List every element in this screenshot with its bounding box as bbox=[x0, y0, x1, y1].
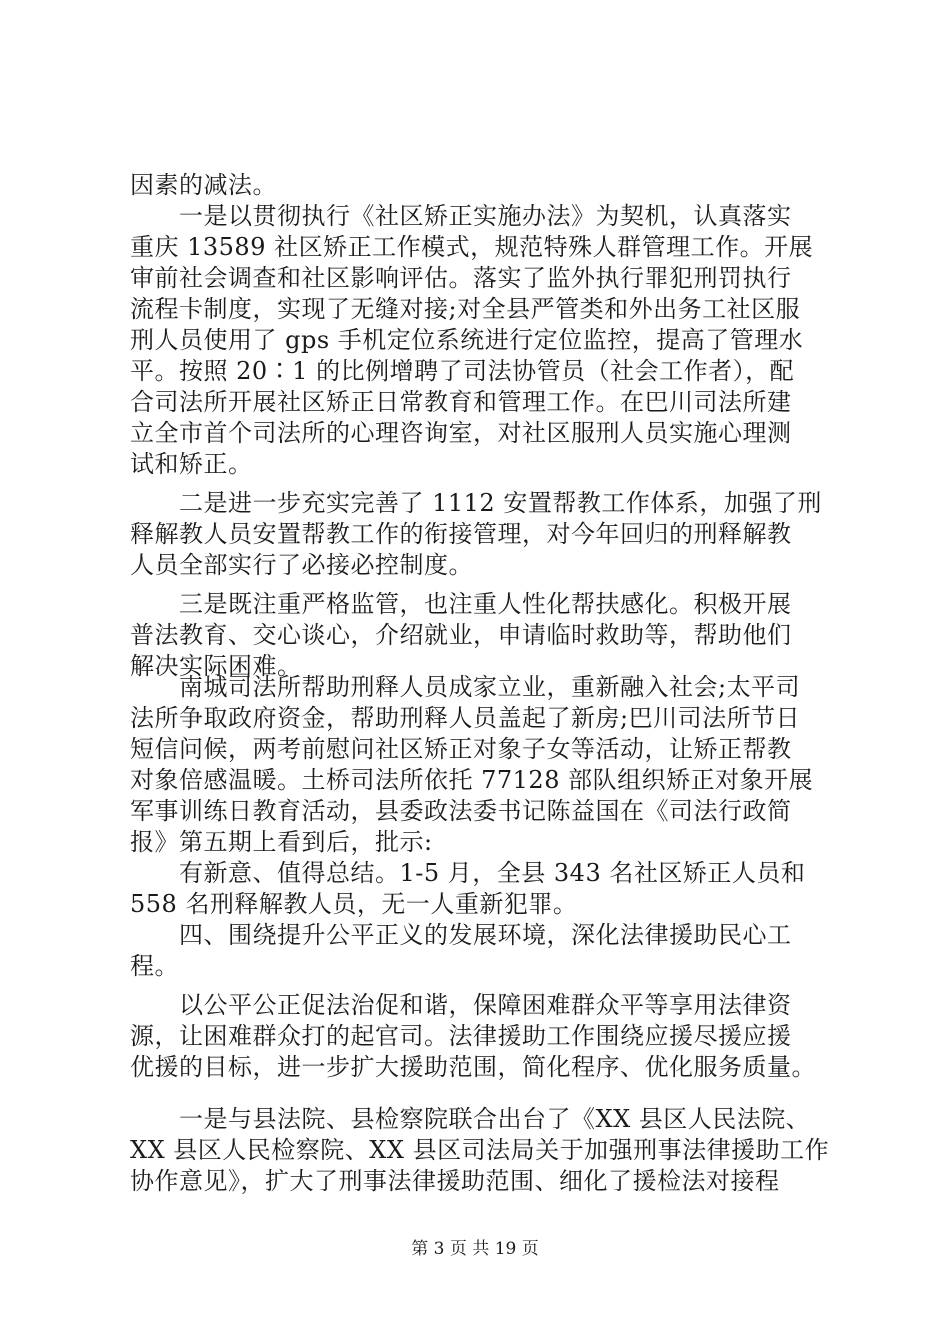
text-line: 重庆 13589 社区矫正工作模式，规范特殊人群管理工作。开展 bbox=[130, 233, 814, 261]
text-line: 协作意见》，扩大了刑事法律援助范围、细化了援检法对接程 bbox=[130, 1167, 780, 1195]
text-line: 南城司法所帮助刑释人员成家立业，重新融入社会;太平司 bbox=[130, 673, 801, 701]
text-line: 合司法所开展社区矫正日常教育和管理工作。在巴川司法所建 bbox=[130, 388, 792, 416]
text-line: 优援的目标，进一步扩大援助范围，简化程序、优化服务质量。 bbox=[130, 1053, 816, 1081]
text-line: 一是以贯彻执行《社区矫正实施办法》为契机，认真落实 bbox=[130, 202, 792, 230]
text-line: 短信问候，两考前慰问社区矫正对象子女等活动，让矫正帮教 bbox=[130, 735, 792, 763]
text-line: 审前社会调查和社区影响评估。落实了监外执行罪犯刑罚执行 bbox=[130, 264, 792, 292]
text-line: 法所争取政府资金，帮助刑释人员盖起了新房;巴川司法所节日 bbox=[130, 704, 801, 732]
text-line: 有新意、值得总结。1-5 月，全县 343 名社区矫正人员和 bbox=[130, 859, 806, 887]
text-line: 报》第五期上看到后，批示: bbox=[130, 828, 433, 856]
text-line: 试和矫正。 bbox=[130, 450, 253, 478]
text-line: 对象倍感温暖。土桥司法所依托 77128 部队组织矫正对象开展 bbox=[130, 766, 814, 794]
text-line: 四、围绕提升公平正义的发展环境，深化法律援助民心工 bbox=[130, 921, 792, 949]
text-line: 三是既注重严格监管，也注重人性化帮扶感化。积极开展 bbox=[130, 590, 792, 618]
page-footer: 第 3 页 共 19 页 bbox=[411, 1239, 539, 1259]
text-line: 平。按照 20∶1 的比例增聘了司法协管员（社会工作者），配 bbox=[130, 357, 795, 385]
text-line: 普法教育、交心谈心，介绍就业，申请临时救助等，帮助他们 bbox=[130, 621, 792, 649]
text-line: 558 名刑释解教人员，无一人重新犯罪。 bbox=[130, 890, 578, 918]
text-line: 流程卡制度，实现了无缝对接;对全县严管类和外出务工社区服 bbox=[130, 295, 801, 323]
text-line: 刑人员使用了 gps 手机定位系统进行定位监控，提高了管理水 bbox=[130, 326, 804, 354]
text-line: 释解教人员安置帮教工作的衔接管理，对今年回归的刑释解教 bbox=[130, 520, 792, 548]
text-line: 以公平公正促法治促和谐，保障困难群众平等享用法律资 bbox=[130, 991, 792, 1019]
text-line: 人员全部实行了必接必控制度。 bbox=[130, 551, 473, 579]
text-line: 军事训练日教育活动，县委政法委书记陈益国在《司法行政简 bbox=[130, 797, 792, 825]
text-line: 立全市首个司法所的心理咨询室，对社区服刑人员实施心理测 bbox=[130, 419, 792, 447]
text-line: 解决实际困难。 bbox=[130, 652, 302, 680]
text-line: XX 县区人民检察院、XX 县区司法局关于加强刑事法律援助工作 bbox=[130, 1136, 830, 1164]
text-line: 程。 bbox=[130, 952, 179, 980]
text-line: 源，让困难群众打的起官司。法律援助工作围绕应援尽援应援 bbox=[130, 1022, 792, 1050]
text-line: 一是与县法院、县检察院联合出台了《XX 县区人民法院、 bbox=[130, 1105, 811, 1133]
text-line: 因素的减法。 bbox=[130, 171, 277, 199]
text-line: 二是进一步充实完善了 1112 安置帮教工作体系，加强了刑 bbox=[130, 489, 822, 517]
